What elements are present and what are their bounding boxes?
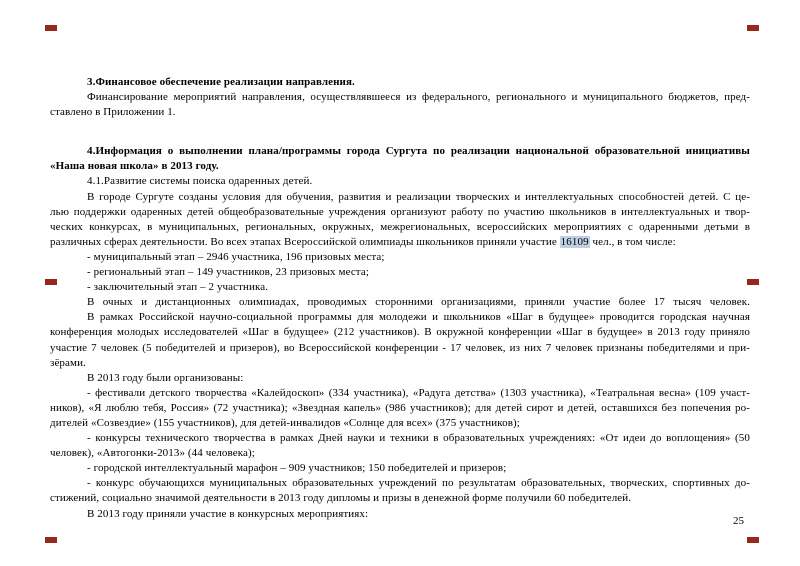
text-line: - фестивали детского творчества «Калейдоскоп» (334 участника), «Радуга детства» (1303 участника), «Театральная весна» (109 участ- (87, 386, 750, 399)
text-line: лью поддержки одаренных детей общеобразовательные учреждения организуют работу по участию школьников в интеллектуальных и твор- (50, 205, 750, 218)
page-content (50, 75, 750, 522)
text-line: - муниципальный этап – 2946 участника, 196 призовых места; (87, 250, 385, 263)
text-line: 4.Информация о выполнении плана/программы города Сургута по реализации национальной образовательной инициативы (87, 145, 750, 158)
text-line: В городе Сургуте созданы условия для обучения, развития и реализации творческих и интеллектуальных способностей детей. С це- (87, 190, 750, 203)
text-line: участие 7 человек (5 победителей и призеров), во Всероссийской конференции - 17 человек, из них 7 человек признаны победителями и при- (50, 341, 750, 354)
text-line: - городской интеллектуальный марафон – 909 участников; 150 победителей и призеров; (87, 462, 507, 475)
text-line: человек), «Автогонки-2013» (44 человека); (50, 447, 255, 460)
text-line: ческих конкурсах, в муниципальных, региональных, окружных, межрегиональных, всероссийских мероприятиях с одаренными детьми в (50, 220, 750, 233)
text-line: - заключительный этап – 2 участника. (87, 281, 269, 294)
text-line: дителей «Созвездие» (155 участников), для детей-инвалидов «Солнце для всех» (375 участников); (50, 416, 520, 429)
text-line: В очных и дистанционных олимпиадах, проводимых сторонними организациями, приняли участие более 17 тысяч человек. (87, 296, 750, 309)
text-line: стижений, социально значимой деятельности в 2013 году дипломы и призы в денежной форме получили 60 победителей. (50, 492, 632, 505)
text-line: «Наша новая школа» в 2013 году. (50, 160, 219, 173)
text-line: 3.Финансовое обеспечение реализации направления. (87, 76, 355, 88)
crop-mark-bottom-left (45, 537, 57, 543)
text-line: 4.1.Развитие системы поиска одаренных детей. (87, 175, 313, 188)
text-line: В 2013 году были организованы: (87, 371, 244, 384)
page-number: 25 (733, 515, 744, 527)
text-line: конференция молодых исследователей «Шаг в будущее» (212 участников). В окружной конференции «Шаг в будущее» в 2013 году приняло (50, 326, 750, 339)
search-highlight: 16109 (560, 235, 589, 248)
text-line: различных сферах деятельности. Во всех этапах Всероссийской олимпиады школьников приняли участие 16109 чел., в том числе: (50, 235, 676, 248)
crop-mark-top-left (45, 25, 57, 31)
text-line: ставлено в Приложении 1. (50, 106, 176, 119)
text-line: В рамках Российской научно-социальной программы для молодежи и школьников «Шаг в будущее» проводится городская научная (87, 311, 750, 324)
text-line: зёрами. (50, 356, 86, 369)
paragraph-spacer (50, 120, 750, 144)
text-line: - конкурс обучающихся муниципальных образовательных учреждений по результатам образовательных, творческих, спортивных до- (87, 477, 750, 490)
crop-mark-bottom-right (747, 537, 759, 543)
text-line: ников), «Я люблю тебя, Россия» (72 участника); «Звездная капель» (986 участников); для детей сирот и детей, оставшихся без попечения ро- (50, 401, 750, 414)
text-line: Финансирование мероприятий направления, осуществлявшееся из федерального, регионального и муниципального бюджетов, пред- (87, 91, 750, 104)
text-line: - региональный этап – 149 участников, 23 призовых места; (87, 266, 369, 279)
text-line: В 2013 году приняли участие в конкурсных мероприятиях: (87, 507, 369, 520)
crop-mark-top-right (747, 25, 759, 31)
text-line: - конкурсы технического творчества в рамках Дней науки и техники в образовательных учреждениях: «От идеи до воплощения» (50 (87, 432, 750, 445)
